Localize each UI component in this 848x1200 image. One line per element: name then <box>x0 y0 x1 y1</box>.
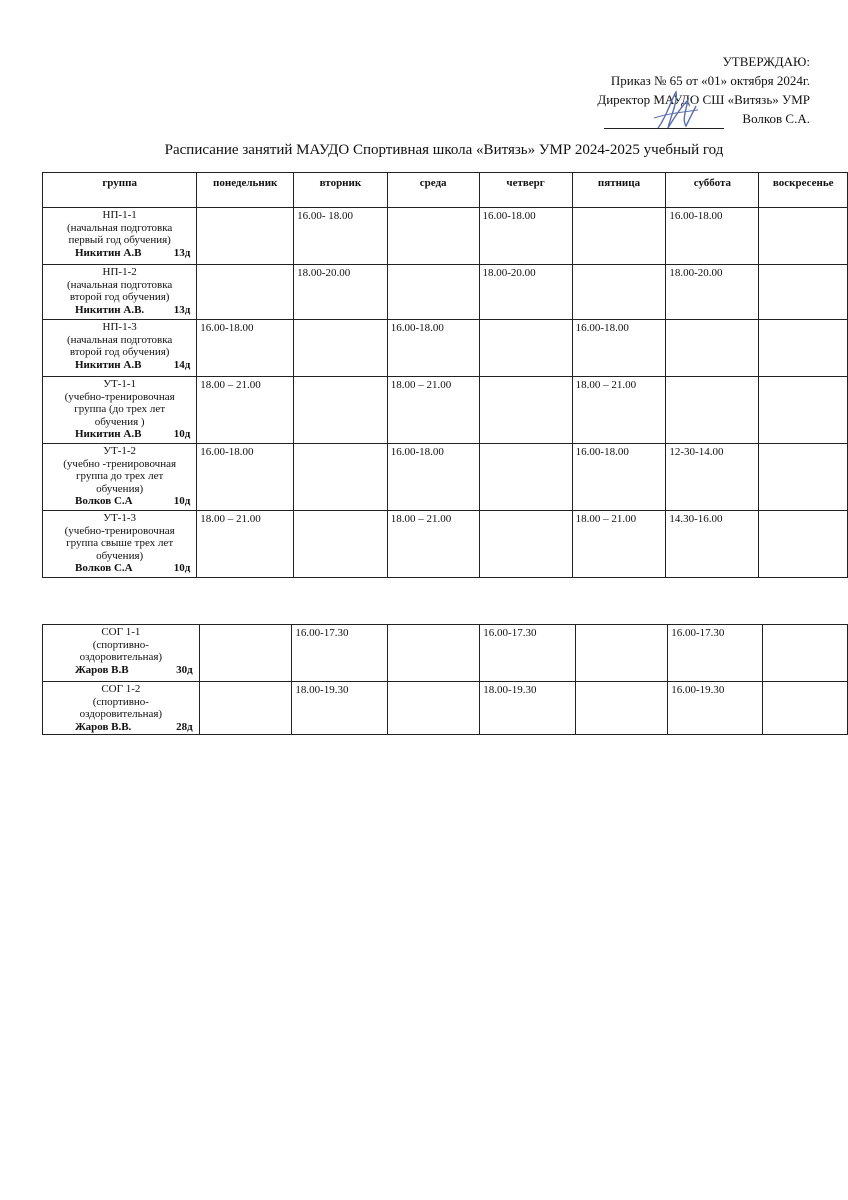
day-cell: 12-30-14.00 <box>666 444 759 511</box>
group-desc: обучения ) <box>94 415 145 428</box>
day-cell <box>759 208 848 265</box>
group-size: 30д <box>176 663 193 676</box>
group-desc: (учебно-тренировочная <box>64 524 175 537</box>
group-desc: (начальная подготовка <box>67 333 173 346</box>
group-code: НП-1-3 <box>102 321 137 333</box>
day-cell: 18.00 – 21.00 <box>387 511 479 578</box>
day-cell <box>387 625 480 682</box>
day-cell: 14.30-16.00 <box>666 511 759 578</box>
header-cell: четверг <box>479 173 572 208</box>
teacher-line <box>47 428 192 441</box>
group-size: 13д <box>173 246 191 259</box>
day-cell <box>575 682 668 735</box>
header-cell: воскресенье <box>759 173 848 208</box>
table-row <box>43 682 848 735</box>
handwritten-signature <box>652 88 700 134</box>
day-cell <box>763 625 848 682</box>
group-cell <box>43 265 197 320</box>
day-cell <box>759 320 848 377</box>
table-row <box>43 377 848 444</box>
teacher-line <box>47 304 192 317</box>
header-row <box>43 173 848 208</box>
day-cell: 16.00- 18.00 <box>294 208 388 265</box>
day-cell <box>294 377 388 444</box>
group-code: НП-1-2 <box>102 266 137 278</box>
table-row <box>43 511 848 578</box>
teacher-name: Никитин А.В <box>75 358 142 371</box>
day-cell <box>197 265 294 320</box>
group-desc: второй год обучения) <box>69 346 170 358</box>
table-row <box>43 444 848 511</box>
group-desc: оздоровительная) <box>79 708 163 720</box>
day-cell: 18.00 – 21.00 <box>197 377 294 444</box>
teacher-line <box>47 359 192 372</box>
group-size: 10д <box>173 428 191 440</box>
day-cell <box>759 511 848 578</box>
day-cell: 16.00-17.30 <box>292 625 387 682</box>
day-cell: 18.00 – 21.00 <box>387 377 479 444</box>
group-code: СОГ 1-2 <box>101 683 141 695</box>
day-cell: 16.00-18.00 <box>197 320 294 377</box>
group-code: УТ-1-1 <box>103 378 137 390</box>
group-size: 13д <box>173 303 191 316</box>
group-code: СОГ 1-1 <box>101 626 141 638</box>
approval-order: Приказ № 65 от «01» октября 2024г. <box>610 73 810 88</box>
day-cell <box>572 265 666 320</box>
schedule-table-health-groups <box>42 624 848 735</box>
teacher-line <box>47 562 192 575</box>
day-cell <box>666 377 759 444</box>
day-cell: 16.00-17.30 <box>480 625 575 682</box>
teacher-name: Жаров В.В. <box>75 720 132 733</box>
table-row <box>43 208 848 265</box>
day-cell: 16.00-18.00 <box>572 320 666 377</box>
group-desc: обучения) <box>96 482 144 495</box>
teacher-line <box>47 247 192 260</box>
day-cell: 18.00-19.30 <box>292 682 387 735</box>
day-cell <box>199 625 292 682</box>
group-size: 10д <box>173 495 191 507</box>
teacher-name: Никитин А.В. <box>75 303 145 316</box>
group-code: УТ-1-2 <box>103 445 137 457</box>
day-cell: 18.00-20.00 <box>479 265 572 320</box>
day-cell <box>763 682 848 735</box>
group-cell <box>43 444 197 511</box>
day-cell <box>575 625 668 682</box>
group-size: 10д <box>173 562 191 574</box>
group-desc: (спортивно- <box>92 695 149 708</box>
day-cell <box>759 444 848 511</box>
group-desc: (начальная подготовка <box>67 278 173 291</box>
day-cell <box>479 320 572 377</box>
group-cell <box>43 682 200 735</box>
group-cell <box>43 377 197 444</box>
day-cell: 16.00-18.00 <box>387 444 479 511</box>
day-cell: 16.00-19.30 <box>668 682 763 735</box>
day-cell: 18.00 – 21.00 <box>572 377 666 444</box>
group-desc: (учебно -тренировочная <box>63 457 177 470</box>
table-row <box>43 625 848 682</box>
group-desc: оздоровительная) <box>79 651 163 663</box>
group-size: 28д <box>176 720 193 733</box>
group-size: 14д <box>173 358 191 371</box>
day-cell <box>387 682 480 735</box>
approval-block <box>490 52 810 129</box>
document-title: Расписание занятий МАУДО Спортивная школа «Витязь» УМР 2024-2025 учебный год <box>164 142 724 158</box>
group-cell <box>43 511 197 578</box>
group-desc: (начальная подготовка <box>67 221 173 234</box>
day-cell <box>479 444 572 511</box>
day-cell: 18.00-20.00 <box>294 265 388 320</box>
day-cell: 18.00-20.00 <box>666 265 759 320</box>
group-desc: (учебно-тренировочная <box>64 390 175 403</box>
group-desc: (спортивно- <box>92 638 149 651</box>
day-cell: 16.00-18.00 <box>197 444 294 511</box>
approval-heading: УТВЕРЖДАЮ: <box>722 54 810 69</box>
approval-name-line <box>490 109 810 129</box>
header-cell: среда <box>387 173 479 208</box>
day-cell <box>479 377 572 444</box>
group-desc: обучения) <box>96 549 144 562</box>
teacher-name: Никитин А.В <box>75 428 142 440</box>
group-cell <box>43 208 197 265</box>
teacher-line <box>47 664 195 677</box>
group-cell <box>43 320 197 377</box>
day-cell <box>479 511 572 578</box>
day-cell: 18.00-19.30 <box>480 682 575 735</box>
group-desc: группа (до трех лет <box>74 403 166 415</box>
table-row <box>43 265 848 320</box>
day-cell <box>759 377 848 444</box>
day-cell: 18.00 – 21.00 <box>197 511 294 578</box>
approval-name: Волков С.А. <box>742 111 810 126</box>
group-code: УТ-1-3 <box>103 512 137 524</box>
approval-director: Директор МАУДО СШ «Витязь» УМР <box>597 92 810 107</box>
day-cell <box>387 208 479 265</box>
day-cell: 16.00-18.00 <box>387 320 479 377</box>
group-code: НП-1-1 <box>102 209 137 221</box>
teacher-line <box>47 721 195 734</box>
teacher-name: Никитин А.В <box>75 246 142 259</box>
day-cell <box>759 265 848 320</box>
header-cell: вторник <box>294 173 388 208</box>
day-cell <box>197 208 294 265</box>
day-cell: 16.00-18.00 <box>666 208 759 265</box>
day-cell <box>387 265 479 320</box>
day-cell: 16.00-17.30 <box>668 625 763 682</box>
day-cell <box>294 511 388 578</box>
day-cell <box>294 320 388 377</box>
day-cell <box>199 682 292 735</box>
day-cell <box>666 320 759 377</box>
teacher-line <box>47 495 192 508</box>
day-cell: 16.00-18.00 <box>572 444 666 511</box>
group-cell <box>43 625 200 682</box>
schedule-table <box>42 172 848 578</box>
header-cell: понедельник <box>197 173 294 208</box>
teacher-name: Волков С.А <box>75 562 133 574</box>
day-cell <box>294 444 388 511</box>
table-row <box>43 320 848 377</box>
day-cell: 16.00-18.00 <box>479 208 572 265</box>
day-cell <box>572 208 666 265</box>
teacher-name: Жаров В.В <box>75 663 129 676</box>
header-cell: пятница <box>572 173 666 208</box>
day-cell: 18.00 – 21.00 <box>572 511 666 578</box>
header-cell: суббота <box>666 173 759 208</box>
group-desc: первый год обучения) <box>68 234 171 246</box>
group-desc: второй год обучения) <box>69 291 170 303</box>
group-desc: группа свыше трех лет <box>66 537 174 549</box>
group-desc: группа до трех лет <box>76 470 164 482</box>
header-cell: группа <box>43 173 197 208</box>
teacher-name: Волков С.А <box>75 495 133 507</box>
